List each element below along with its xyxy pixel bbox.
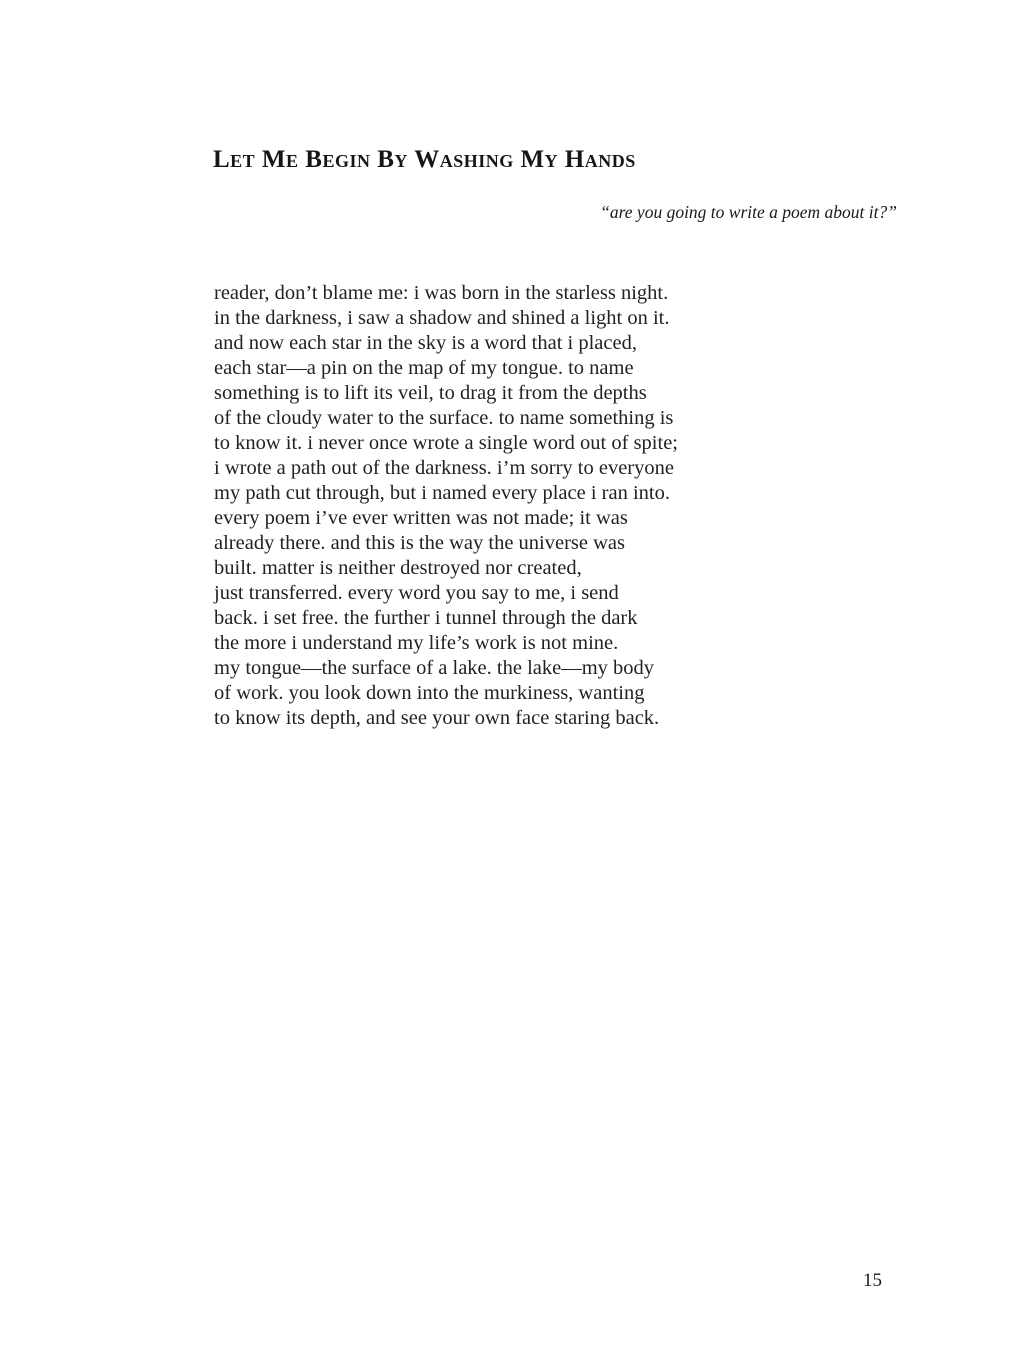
poem-line: my path cut through, but i named every place i ran into. [214, 482, 670, 504]
poem-line: the more i understand my life’s work is not mine. [214, 632, 619, 654]
poem-line: reader, don’t blame me: i was born in the starless night. [214, 282, 669, 304]
poem-line: every poem i’ve ever written was not made; it was [214, 507, 628, 529]
poem-line: built. matter is neither destroyed nor created, [214, 557, 582, 579]
poem-line: to know it. i never once wrote a single word out of spite; [214, 432, 678, 454]
poem-line: of work. you look down into the murkiness, wanting [214, 682, 645, 704]
poem-line: to know its depth, and see your own face staring back. [214, 707, 660, 729]
poem-epigraph: “are you going to write a poem about it?” [600, 202, 897, 222]
poem-body [214, 281, 678, 731]
page-number: 15 [863, 1270, 882, 1291]
poem-line: back. i set free. the further i tunnel through the dark [214, 607, 638, 629]
poem-line: of the cloudy water to the surface. to name something is [214, 407, 674, 429]
poem-line: i wrote a path out of the darkness. i’m sorry to everyone [214, 457, 674, 479]
poem-title: Let Me Begin By Washing My Hands [213, 146, 636, 173]
poem-line: something is to lift its veil, to drag it from the depths [214, 382, 647, 404]
poem-line: in the darkness, i saw a shadow and shined a light on it. [214, 307, 670, 329]
poem-line: just transferred. every word you say to me, i send [214, 582, 619, 604]
poem-line: each star—a pin on the map of my tongue. to name [214, 357, 634, 379]
poem-line: my tongue—the surface of a lake. the lake—my body [214, 657, 655, 679]
poem-line: already there. and this is the way the universe was [214, 532, 626, 554]
poem-line: and now each star in the sky is a word that i placed, [214, 332, 637, 354]
